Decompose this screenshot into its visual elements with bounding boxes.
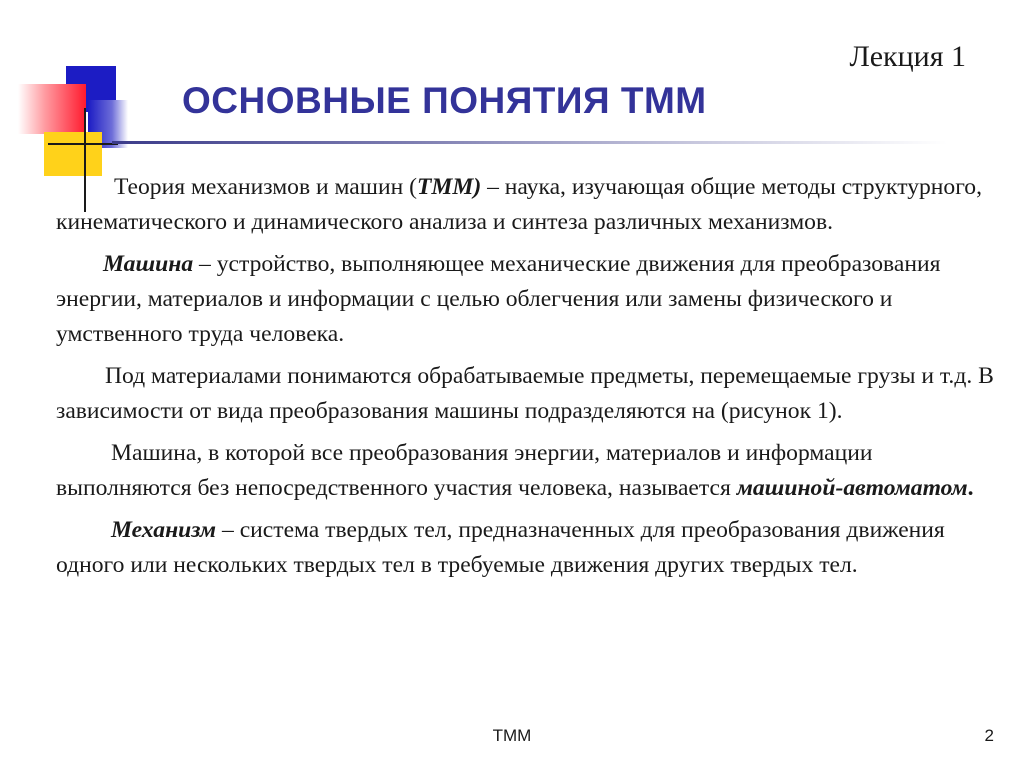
paragraph-machine-definition (56, 247, 1001, 352)
mechanism-term: Механизм (111, 517, 217, 543)
paragraph-automaton (56, 436, 1001, 506)
machine-term: Машина (103, 251, 194, 277)
paragraph-materials: Под материалами понимаются обрабатываемые предметы, перемещаемые грузы и т.д. В зависимости от вида преобразования машины подразделяются на (рисунок 1). (56, 363, 994, 424)
slide-body (56, 170, 1001, 590)
machine-text: – устройство, выполняющее механические движения для преобразования энергии, материалов и информации с целью облегчения или замены физического и умственного труда человека. (56, 251, 941, 347)
automaton-text-before: Машина, в которой все преобразования энергии, материалов и информации выполняются без непосредственного участия человека, называется (56, 440, 873, 501)
logo-red-square (18, 84, 86, 134)
automaton-term: машиной-автоматом (736, 475, 968, 501)
tmm-text-after: – наука, изучающая общие методы структурного, кинематического и динамического анализа и синтеза различных механизмов. (56, 174, 983, 235)
page-title: ОСНОВНЫЕ ПОНЯТИЯ ТММ (182, 80, 707, 121)
logo-horizontal-line (48, 143, 118, 145)
mechanism-text: – система твердых тел, предназначенных для преобразования движения одного или нескольких твердых тел в требуемые движения других твердых тел. (56, 517, 945, 578)
paragraph-mechanism-definition (56, 513, 1001, 583)
automaton-text-after: . (967, 475, 974, 501)
footer-title: ТММ (492, 726, 532, 745)
paragraph-tmm-definition (56, 170, 1001, 240)
page-number: 2 (984, 726, 994, 745)
tmm-text-before: Теория механизмов и машин ( (114, 174, 417, 200)
tmm-term: ТММ) (416, 174, 482, 200)
title-underline (112, 141, 947, 144)
lecture-label: Лекция 1 (849, 40, 966, 73)
